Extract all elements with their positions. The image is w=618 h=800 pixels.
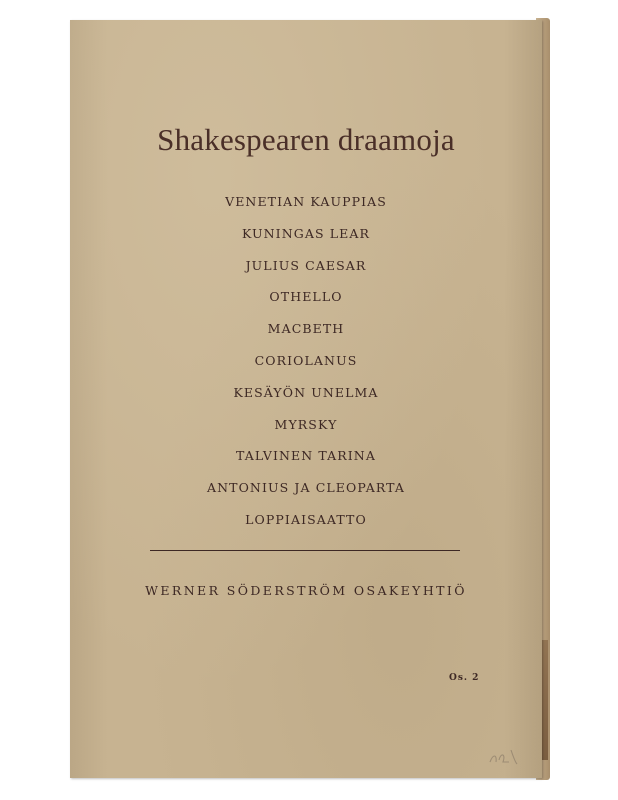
play-title: ANTONIUS JA CLEOPARTA bbox=[206, 480, 405, 496]
play-title: VENETIAN KAUPPIAS bbox=[225, 194, 387, 209]
play-title: KESÄYÖN UNELMA bbox=[233, 384, 379, 400]
play-title: OTHELLO bbox=[269, 289, 343, 305]
play-title: TALVINEN TARINA bbox=[236, 448, 376, 464]
play-title: JULIUS CAESAR bbox=[245, 257, 367, 273]
play-title: CORIOLANUS bbox=[254, 352, 358, 368]
pencil-mark bbox=[487, 740, 527, 770]
play-title: MACBETH bbox=[267, 321, 345, 337]
play-title: MYRSKY bbox=[274, 416, 338, 432]
play-title: LOPPIAISAATTO bbox=[245, 511, 367, 527]
play-title: KUNINGAS LEAR bbox=[242, 225, 370, 241]
play-list bbox=[0, 192, 612, 542]
worn-page-edge bbox=[542, 640, 548, 760]
publisher-name: WERNER SÖDERSTRÖM OSAKEYHTIÖ bbox=[145, 583, 467, 598]
series-code: Os. 2 bbox=[449, 673, 480, 683]
book-title: Shakespearen draamoja bbox=[157, 122, 455, 157]
divider-rule bbox=[150, 550, 460, 551]
